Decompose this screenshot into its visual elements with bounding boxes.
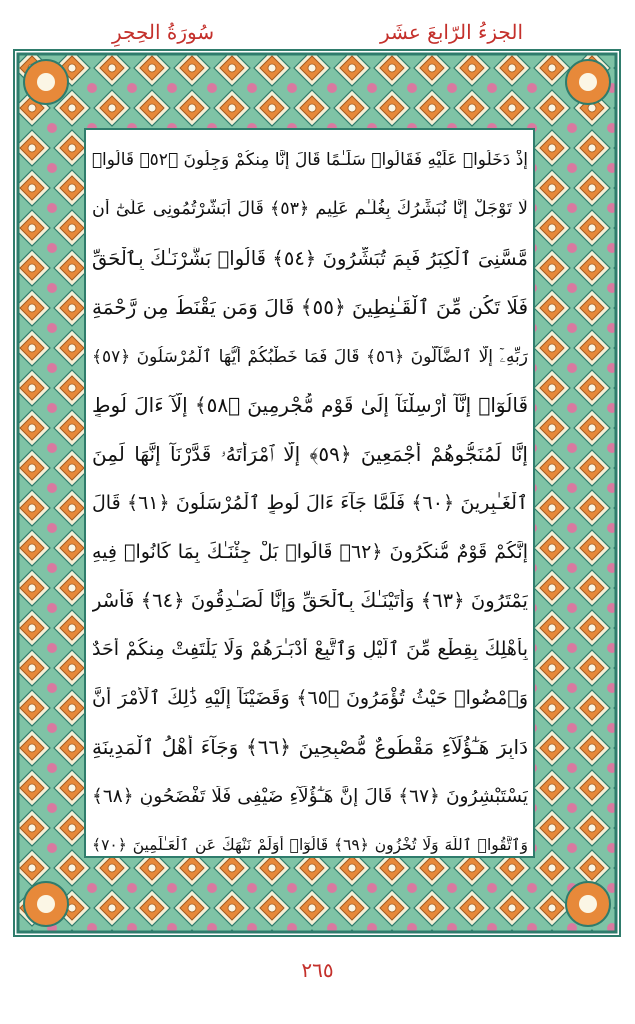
text-line: فَلَا تَكُن مِّنَ ٱلْقَـٰنِطِينَ ﴿٥٥﴾ قَالَ وَمَن يَقْنَطُ مِن رَّحْمَةِ [92, 295, 528, 320]
surah-title: سُورَةُ الحِجرِ [112, 20, 215, 44]
text-line: وَٱمْضُوا۟ حَيْثُ تُؤْمَرُونَ ﴿٦٥﴾ وَقَضَيْنَآ إِلَيْهِ ذَٰلِكَ ٱلْأَمْرَ أَنَّ [92, 687, 528, 710]
text-line: لَا تَوْجَلْ إِنَّا نُبَشِّرُكَ بِغُلَـٰمٍ عَلِيمٍ ﴿٥٣﴾ قَالَ أَبَشَّرْتُمُونِى عَلَىٰٓ أَن [92, 199, 528, 220]
text-line: إِذْ دَخَلُوا۟ عَلَيْهِ فَقَالُوا۟ سَلَـٰمًا قَالَ إِنَّا مِنكُمْ وَجِلُونَ ﴿٥٢﴾ قَالُوا۟ [92, 150, 528, 171]
page-number: ٢٦٥ [301, 958, 334, 982]
text-line: قَالُوٓا۟ إِنَّآ أُرْسِلْنَآ إِلَىٰ قَوْمٍ مُّجْرِمِينَ ﴿٥٨﴾ إِلَّآ ءَالَ لُوطٍ [92, 392, 528, 417]
text-line: يَسْتَبْشِرُونَ ﴿٦٧﴾ قَالَ إِنَّ هَـٰٓؤُلَآءِ ضَيْفِى فَلَا تَفْضَحُونِ ﴿٦٨﴾ [92, 785, 528, 807]
juz-title: الجزءُ الرّابعَ عشَر [380, 20, 523, 44]
text-line: مَّسَّنِىَ ٱلْكِبَرُ فَبِمَ تُبَشِّرُونَ ﴿٥٤﴾ قَالُوا۟ بَشَّرْنَـٰكَ بِٱلْحَقِّ [92, 246, 528, 270]
text-line: رَبِّهِۦٓ إِلَّا ٱلضَّآلُّونَ ﴿٥٦﴾ قَالَ فَمَا خَطْبُكُمْ أَيُّهَا ٱلْمُرْسَلُونَ ﴿٥٧﴾ [92, 346, 528, 367]
text-line: وَٱتَّقُوا۟ ٱللَّهَ وَلَا تُخْزُونِ ﴿٦٩﴾ قَالُوٓا۟ أَوَلَمْ نَنْهَكَ عَنِ ٱلْعَـٰلَمِينَ ﴿٧٠﴾ [92, 835, 528, 854]
text-line: يَمْتَرُونَ ﴿٦٣﴾ وَأَتَيْنَـٰكَ بِٱلْحَقِّ وَإِنَّا لَصَـٰدِقُونَ ﴿٦٤﴾ فَأَسْرِ [92, 588, 528, 612]
text-line: ٱلْغَـٰبِرِينَ ﴿٦٠﴾ فَلَمَّا جَآءَ ءَالَ لُوطٍ ٱلْمُرْسَلُونَ ﴿٦١﴾ قَالَ [92, 491, 528, 514]
text-line: دَابِرَ هَـٰٓؤُلَآءِ مَقْطُوعٌ مُّصْبِحِينَ ﴿٦٦﴾ وَجَآءَ أَهْلُ ٱلْمَدِينَةِ [92, 735, 528, 760]
text-line: إِنَّا لَمُنَجُّوهُمْ أَجْمَعِينَ ﴿٥٩﴾ إِلَّا ٱمْرَأَتَهُۥ قَدَّرْنَآ إِنَّهَا لَمِنَ [92, 441, 528, 466]
quran-text [92, 136, 528, 869]
text-line: إِنَّكُمْ قَوْمٌ مُّنكَرُونَ ﴿٦٢﴾ قَالُوا۟ بَلْ جِئْنَـٰكَ بِمَا كَانُوا۟ فِيهِ [92, 540, 528, 563]
text-line: بِأَهْلِكَ بِقِطْعٍ مِّنَ ٱلَّيْلِ وَٱتَّبِعْ أَدْبَـٰرَهُمْ وَلَا يَلْتَفِتْ مِنكُمْ أَحَدٌ [92, 638, 528, 661]
